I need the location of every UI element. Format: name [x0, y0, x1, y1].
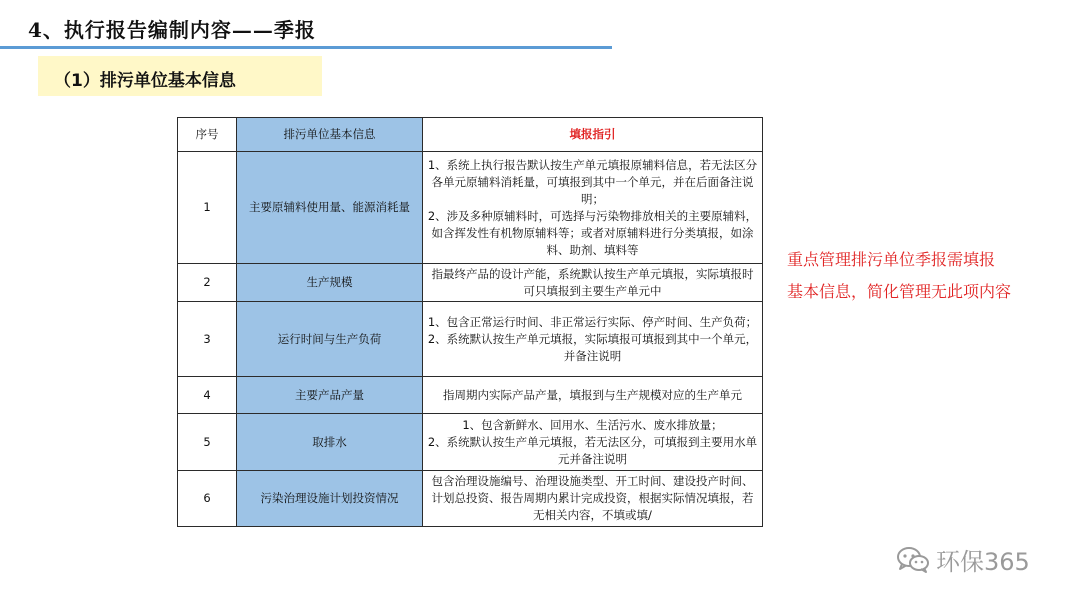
table-row — [178, 152, 763, 264]
row-guide — [423, 264, 763, 302]
page-title: 4、执行报告编制内容——季报 — [28, 18, 316, 42]
title-underline — [0, 46, 612, 49]
row-number: 5 — [178, 414, 237, 471]
guide-line: 2、系统默认按生产单元填报，若无法区分，可填报到主要用水单元并备注说明 — [427, 434, 758, 466]
row-number: 3 — [178, 302, 237, 377]
side-note-line: 基本信息，简化管理无此项内容 — [787, 282, 1012, 301]
side-note-line: 重点管理排污单位季报需填报 — [787, 250, 996, 269]
row-item: 主要产品产量 — [237, 377, 423, 414]
info-table — [177, 117, 763, 527]
row-guide — [423, 302, 763, 377]
guide-line: 1、系统上执行报告默认按生产单元填报原辅料信息，若无法区分各单元原辅料消耗量，可填报到其中一个单元，并在后面备注说明； — [427, 157, 758, 206]
guide-line: 1、包含新鲜水、回用水、生活污水、废水排放量； — [462, 417, 723, 432]
watermark — [896, 542, 1030, 577]
row-guide — [423, 471, 763, 527]
row-number: 4 — [178, 377, 237, 414]
wechat-icon — [896, 546, 930, 574]
row-guide — [423, 414, 763, 471]
table-row — [178, 302, 763, 377]
guide-line: 指周期内实际产品产量，填报到与生产规模对应的生产单元 — [443, 387, 742, 402]
row-guide — [423, 152, 763, 264]
row-item: 生产规模 — [237, 264, 423, 302]
row-number: 2 — [178, 264, 237, 302]
header-guide: 填报指引 — [423, 118, 763, 152]
guide-line: 2、系统默认按生产单元填报，实际填报可填报到其中一个单元，并备注说明 — [427, 331, 758, 363]
table-header-row — [178, 118, 763, 152]
row-guide — [423, 377, 763, 414]
row-item: 污染治理设施计划投资情况 — [237, 471, 423, 527]
row-item: 取排水 — [237, 414, 423, 471]
table-row — [178, 264, 763, 302]
row-number: 6 — [178, 471, 237, 527]
watermark-text: 环保365 — [936, 548, 1030, 576]
row-number: 1 — [178, 152, 237, 264]
section-subtitle: （1）排污单位基本信息 — [54, 71, 236, 91]
guide-line: 2、涉及多种原辅料时，可选择与污染物排放相关的主要原辅料，如含挥发性有机物原辅料等；或者对原辅料进行分类填报，如涂料、助剂、填料等 — [427, 208, 758, 257]
table-row — [178, 377, 763, 414]
side-note — [787, 244, 1011, 308]
guide-line: 指最终产品的设计产能，系统默认按生产单元填报，实际填报时可只填报到主要生产单元中 — [431, 266, 754, 298]
guide-line: 1、包含正常运行时间、非正常运行实际、停产时间、生产负荷； — [427, 314, 758, 329]
row-item: 主要原辅料使用量、能源消耗量 — [237, 152, 423, 264]
header-item: 排污单位基本信息 — [237, 118, 423, 152]
guide-line: 包含治理设施编号、治理设施类型、开工时间、建设投产时间、计划总投资、报告周期内累计完成投资，根据实际情况填报，若无相关内容，不填或填/ — [431, 474, 754, 522]
table-row — [178, 471, 763, 527]
table-row — [178, 414, 763, 471]
row-item: 运行时间与生产负荷 — [237, 302, 423, 377]
header-no: 序号 — [178, 118, 237, 152]
